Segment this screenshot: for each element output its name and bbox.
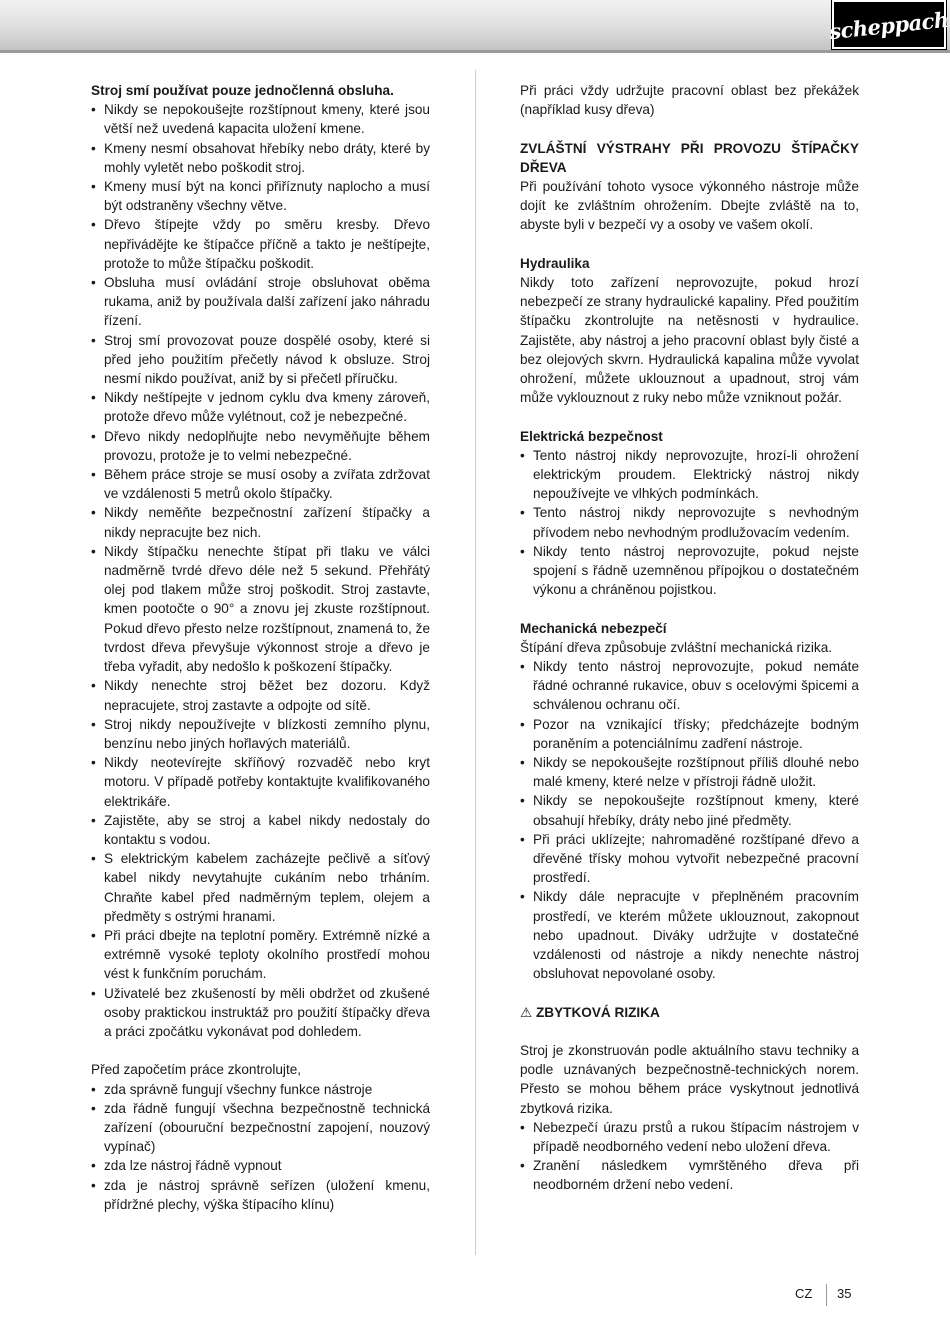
- warning-triangle-icon: ⚠: [520, 1004, 533, 1020]
- residual-risks-list: [520, 1118, 859, 1195]
- svg-text:scheppach: scheppach: [827, 6, 950, 44]
- right-column: [520, 81, 859, 1195]
- list-item: • Nikdy tento nástroj neprovozujte, pokud nemáte řádné ochranné rukavice, obuv s ocelovými špicemi a schválenou ochranu očí.: [520, 657, 859, 715]
- list-item: • zda je nástroj správně seřízen (uložení kmenu, přídržné plechy, výška štípacího klínu): [91, 1176, 430, 1214]
- language-code: CZ: [795, 1286, 813, 1301]
- list-item: • Nebezpečí úrazu prstů a rukou štípacím nástrojem v případě neodborného vedení nebo uložení dřeva.: [520, 1118, 859, 1156]
- column-divider: [475, 70, 476, 1255]
- residual-risks-text: Stroj je zkonstruován podle aktuálního stavu techniky a podle uznávaných bezpečnostně-technických norem. Přesto se mohou během práce vyskytnout jednotlivá zbytková rizika.: [520, 1043, 859, 1116]
- electrical-safety-list: [520, 446, 859, 600]
- list-item: • Zranění následkem vymrštěného dřeva při neodborném držení nebo vedení.: [520, 1156, 859, 1194]
- list-item: • Tento nástroj nikdy neprovozujte, hrozí-li ohrožení elektrickým proudem. Elektrický nástroj nikdy nepoužívejte ve vlhkých podmínkách.: [520, 446, 859, 504]
- operator-heading: Stroj smí používat pouze jednočlenná obsluha.: [91, 83, 394, 98]
- list-item: • Během práce stroje se musí osoby a zvířata zdržovat ve vzdálenosti 5 metrů okolo štípačky.: [91, 465, 430, 503]
- footer-separator: [826, 1284, 827, 1306]
- list-item: • Nikdy neštípejte v jednom cyklu dva kmeny zároveň, protože dřevo může vylétnout, což je nebezpečné.: [91, 388, 430, 426]
- list-item: • Dřevo štípejte vždy po směru kresby. Dřevo nepřivádějte ke štípačce příčně a takto je neštípejte, protože to může štípačku poškodit.: [91, 215, 430, 273]
- pre-check-intro: Před započetím práce zkontrolujte,: [91, 1062, 302, 1078]
- list-item: • zda lze nástroj řádně vypnout: [91, 1156, 430, 1175]
- safety-bullet-list: [91, 100, 430, 1041]
- header-bar: [0, 0, 950, 53]
- residual-risks-title: ZBYTKOVÁ RIZIKA: [535, 1004, 660, 1020]
- list-item: • Kmeny nesmí obsahovat hřebíky nebo dráty, které by mohly vyletět nebo poškodit stroj.: [91, 139, 430, 177]
- electrical-safety-heading: Elektrická bezpečnost: [520, 428, 663, 444]
- left-column: [91, 81, 430, 1214]
- logo-wordmark: [827, 5, 950, 45]
- special-warnings-text: Při používání tohoto vysoce výkonného nástroje může dojít ke zvláštním ohrožením. Dbejte zvláště na to, abyste byli v bezpečí vy a osoby ve vašem okolí.: [520, 179, 859, 233]
- pre-check-list: [91, 1080, 430, 1214]
- list-item: • Nikdy neměňte bezpečnostní zařízení štípačky a nikdy nepracujte bez nich.: [91, 503, 430, 541]
- list-item: • Nikdy dále nepracujte v přeplněném pracovním prostředí, ve kterém můžete uklouznout, zakopnout nebo upadnout. Diváky udržujte v dostatečné vzdálenosti od nástroje a nikdy nenechte nástroj obsluhovat nepovolané osoby.: [520, 887, 859, 983]
- page-footer: [0, 1284, 950, 1306]
- list-item: • Při práci uklízejte; nahromaděné rozštípané dřevo a dřevěné třísky mohou vytvořit nebezpečné pracovní prostředí.: [520, 830, 859, 888]
- page-number: 35: [837, 1286, 852, 1301]
- list-item: • Stroj smí provozovat pouze dospělé osoby, které si před jeho použitím přečetly návod k obsluze. Stroj nesmí nikdo používat, aniž by si přečetl příručku.: [91, 331, 430, 389]
- list-item: • S elektrickým kabelem zacházejte pečlivě a síťový kabel nikdy nevytahujte cukáním nebo trháním. Chraňte kabel před nadměrným teplem, olejem a předměty s ostrými hranami.: [91, 849, 430, 926]
- list-item: • Dřevo nikdy nedoplňujte nebo nevyměňujte během provozu, protože je to velmi nebezpečné.: [91, 427, 430, 465]
- hydraulics-text: Nikdy toto zařízení neprovozujte, pokud hrozí nebezpečí ze strany hydraulické kapaliny. Před použitím štípačku zkontrolujte na netěsnosti v hydraulice. Zajistěte, aby nástroj a jeho pracovní oblast byly čisté a bez olejových skvrn. Hydraulická kapalina může vyvolat ohrožení, můžete uklouznout a upadnout, stroj vám může vyklouznout z ruky nebo může vzniknout požár.: [520, 275, 859, 406]
- list-item: • Nikdy se nepokoušejte rozštípnout kmeny, které obsahují hřebíky, dráty nebo jiné předměty.: [520, 791, 859, 829]
- brand-logo: [827, 0, 950, 49]
- list-item: • Pozor na vznikající třísky; předcházejte bodným poraněním a potenciálnímu zadření nástroje.: [520, 715, 859, 753]
- list-item: • Zajistěte, aby se stroj a kabel nikdy nedostaly do kontaktu s vodou.: [91, 811, 430, 849]
- hydraulics-heading: Hydraulika: [520, 255, 590, 271]
- list-item: • Při práci dbejte na teplotní poměry. Extrémně nízké a extrémně vysoké teploty okolního prostředí mohou vést k funkčním poruchám.: [91, 926, 430, 984]
- list-item: • Nikdy neotevírejte skříňový rozvaděč nebo kryt motoru. V případě potřeby kontaktujte kvalifikovaného elektrikáře.: [91, 753, 430, 811]
- list-item: • Uživatelé bez zkušeností by měli obdržet od zkušené osoby praktickou instruktáž pro použití štípačky dřeva a práci zpočátku vykonávat pod dohledem.: [91, 984, 430, 1042]
- list-item: • Nikdy nenechte stroj běžet bez dozoru. Když nepracujete, stroj zastavte a odpojte od sítě.: [91, 676, 430, 714]
- work-area-text: Při práci vždy udržujte pracovní oblast bez překážek (například kusy dřeva): [520, 83, 859, 118]
- list-item: • zda řádně fungují všechna bezpečnostně technická zařízení (obouruční bezpečnostní zapojení, nouzový vypínač): [91, 1099, 430, 1157]
- list-item: • Nikdy se nepokoušejte rozštípnout kmeny, které jsou větší než uvedená kapacita uložení kmene.: [91, 100, 430, 138]
- list-item: • Kmeny musí být na konci přiříznuty naplocho a musí být odstraněny všechny větve.: [91, 177, 430, 215]
- mechanical-hazards-text: Štípání dřeva způsobuje zvláštní mechanická rizika.: [520, 639, 833, 655]
- list-item: • zda správně fungují všechny funkce nástroje: [91, 1080, 430, 1099]
- list-item: • Stroj nikdy nepoužívejte v blízkosti zemního plynu, benzínu nebo jiných hořlavých materiálů.: [91, 715, 430, 753]
- list-item: • Obsluha musí ovládání stroje obsluhovat oběma rukama, aniž by používala další zařízení jako náhradu řízení.: [91, 273, 430, 331]
- special-warnings-heading: ZVLÁŠTNÍ VÝSTRAHY PŘI PROVOZU ŠTÍPAČKY DŘEVA: [520, 140, 859, 175]
- residual-risks-heading: [520, 1003, 859, 1022]
- list-item: • Tento nástroj nikdy neprovozujte s nevhodným přívodem nebo nevhodným prodlužovacím vedením.: [520, 503, 859, 541]
- list-item: • Nikdy tento nástroj neprovozujte, pokud nejste spojení s řádně uzemněnou přípojkou o dostatečném výkonu a chráněnou pojistkou.: [520, 542, 859, 600]
- mechanical-hazards-heading: Mechanická nebezpečí: [520, 620, 667, 636]
- list-item: • Nikdy se nepokoušejte rozštípnout příliš dlouhé nebo malé kmeny, které nelze v přístroji řádně uložit.: [520, 753, 859, 791]
- list-item: • Nikdy štípačku nenechte štípat při tlaku ve válci nadměrně tvrdé dřevo déle než 5 sekund. Přehřátý olej pod tlakem může stroj poškodit. Stroj zastavte, kmen pootočte o 90° a znovu jej zkuste rozštípnout. Pokud dřevo přesto nelze rozštípnout, znamená to, že tvrdost dřeva převyšuje výkonnost stroje a dřevo je třeba vyřadit, aby nedošlo k poškození štípačky.: [91, 542, 430, 676]
- mechanical-hazards-list: [520, 657, 859, 983]
